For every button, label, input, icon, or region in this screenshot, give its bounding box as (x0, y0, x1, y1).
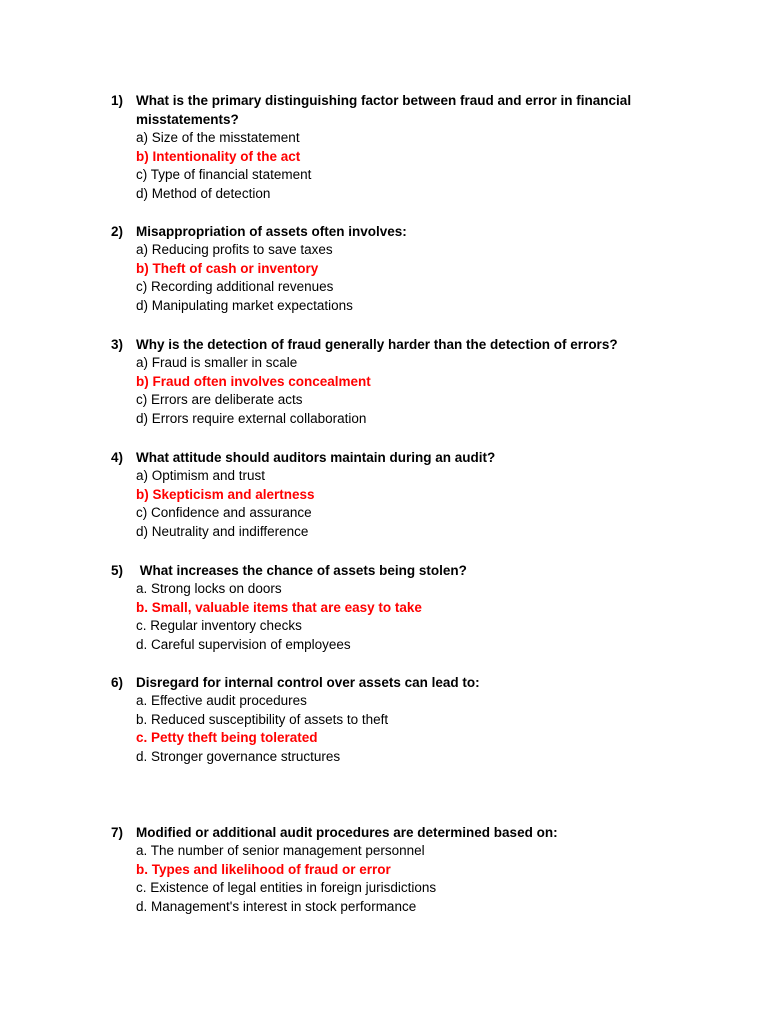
answer-option-b: b. Reduced susceptibility of assets to theft (136, 711, 389, 727)
answer-option-d: d) Neutrality and indifference (136, 524, 309, 540)
answer-options (111, 467, 671, 542)
answer-option-b-correct: b. Types and likelihood of fraud or error (136, 861, 391, 877)
question-text: What increases the chance of assets being stolen? (136, 563, 467, 578)
question-6-heading (111, 673, 671, 692)
answer-option-c: c) Confidence and assurance (136, 505, 312, 521)
question-number: 1) (111, 93, 124, 108)
answer-options (111, 692, 671, 767)
answer-option-b-correct: b) Fraud often involves concealment (136, 373, 371, 389)
question-4 (111, 448, 671, 542)
answer-option-a: a. Effective audit procedures (136, 693, 307, 708)
question-6 (111, 673, 671, 767)
question-text: What is the primary distinguishing factor between fraud and error in financial misstatements? (136, 93, 632, 127)
question-number: 5) (111, 563, 124, 578)
answer-options (111, 354, 671, 429)
answer-option-c-correct: c. Petty theft being tolerated (136, 730, 318, 746)
answer-option-a: a. Strong locks on doors (136, 581, 282, 596)
answer-options (111, 129, 671, 204)
answer-option-d: d. Careful supervision of employees (136, 637, 351, 653)
answer-option-a: a) Size of the misstatement (136, 130, 300, 145)
question-1-heading (111, 91, 671, 129)
question-text: Misappropriation of assets often involves: (136, 224, 407, 239)
question-7 (111, 823, 671, 917)
answer-option-b-correct: b) Skepticism and alertness (136, 486, 315, 502)
question-5 (111, 561, 671, 655)
answer-option-c: c. Existence of legal entities in foreign jurisdictions (136, 880, 437, 896)
answer-option-b-correct: b) Intentionality of the act (136, 148, 301, 164)
answer-option-b-correct: b) Theft of cash or inventory (136, 260, 319, 276)
question-number: 6) (111, 675, 124, 690)
question-2-heading (111, 222, 671, 241)
answer-option-a: a. The number of senior management personnel (136, 843, 425, 858)
answer-option-b-correct: b. Small, valuable items that are easy to take (136, 599, 422, 615)
answer-option-d: d. Management's interest in stock performance (136, 899, 417, 915)
question-number: 4) (111, 450, 124, 465)
question-5-heading (111, 561, 671, 580)
answer-option-c: c) Type of financial statement (136, 167, 312, 183)
question-text: Disregard for internal control over assets can lead to: (136, 675, 480, 690)
answer-option-d: d) Errors require external collaboration (136, 411, 367, 427)
question-number: 3) (111, 337, 124, 352)
answer-option-a: a) Fraud is smaller in scale (136, 355, 298, 370)
answer-option-a: a) Optimism and trust (136, 468, 266, 483)
answer-option-d: d. Stronger governance structures (136, 749, 341, 765)
question-text: Why is the detection of fraud generally harder than the detection of errors? (136, 337, 618, 352)
question-4-heading (111, 448, 671, 467)
question-3 (111, 335, 671, 429)
question-text: Modified or additional audit procedures are determined based on: (136, 825, 558, 840)
question-2 (111, 222, 671, 316)
question-number: 7) (111, 825, 124, 840)
answer-option-c: c. Regular inventory checks (136, 618, 302, 634)
question-number: 2) (111, 224, 124, 239)
answer-option-a: a) Reducing profits to save taxes (136, 242, 333, 257)
answer-options (111, 842, 671, 917)
answer-option-c: c) Errors are deliberate acts (136, 392, 303, 408)
question-3-heading (111, 335, 671, 354)
question-text: What attitude should auditors maintain during an audit? (136, 450, 496, 465)
question-1 (111, 91, 671, 204)
answer-option-c: c) Recording additional revenues (136, 279, 334, 295)
answer-options (111, 241, 671, 316)
answer-option-d: d) Manipulating market expectations (136, 298, 353, 314)
answer-options (111, 580, 671, 655)
answer-option-d: d) Method of detection (136, 186, 271, 202)
question-7-heading (111, 823, 671, 842)
